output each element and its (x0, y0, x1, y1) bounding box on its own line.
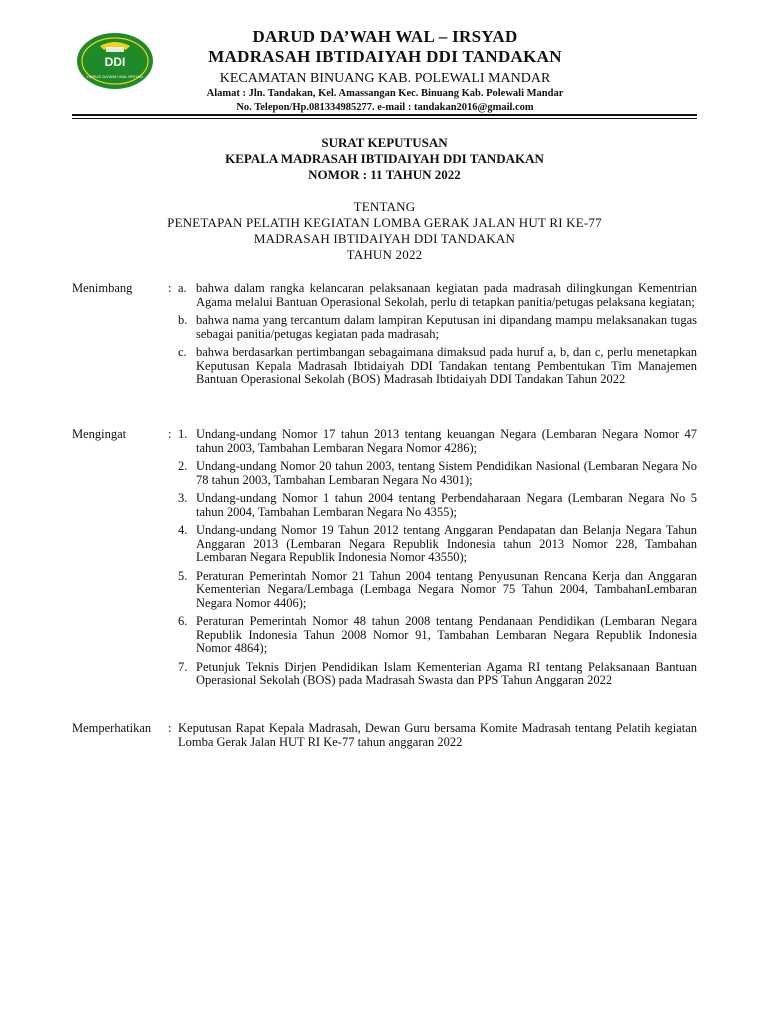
section-colon: : (168, 281, 172, 295)
subject-line-3: MADRASAH IBTIDAIYAH DDI TANDAKAN (253, 231, 516, 246)
subject-line-1: TENTANG (353, 199, 416, 214)
list-item (178, 460, 697, 487)
list-item (178, 661, 697, 688)
decree-title (72, 135, 697, 183)
list-item (178, 428, 697, 455)
item-number: 7. (178, 659, 188, 674)
list-item (178, 492, 697, 519)
list-item (178, 346, 697, 387)
header-rule-thin (72, 118, 697, 119)
section-label: Menimbang (72, 281, 133, 295)
section-label: Memperhatikan (72, 721, 152, 735)
header-rule-thick (72, 114, 697, 116)
section-colon: : (168, 721, 172, 735)
list-item (178, 314, 697, 341)
item-number: a. (178, 281, 187, 295)
address: Alamat : Jln. Tandakan, Kel. Amassangan Kec. Binuang Kab. Polewali Mandar (206, 88, 564, 99)
item-text: Undang-undang Nomor 17 tahun 2013 tentang keuangan Negara (Lembaran Negara Nomor 47 tahun 2003, Tambahan Lembaran Negara Nomor 4286); (196, 427, 697, 455)
item-text: bahwa dalam rangka kelancaran pelaksanaan kegiatan pada madrasah dilingkungan Kementrian Agama melalui Bantuan Operasional Sekolah, perlu di tetapkan panitia/petugas pelaksana kegiatan; (196, 281, 697, 309)
item-number: c. (178, 345, 187, 359)
list-item (178, 615, 697, 656)
section-label: Mengingat (72, 427, 127, 441)
subject-line-4: TAHUN 2022 (346, 247, 423, 262)
title-line-1: SURAT KEPUTUSAN (321, 135, 448, 150)
item-number: 2. (178, 459, 188, 473)
item-number: 1. (178, 427, 188, 441)
ddi-logo (76, 32, 154, 90)
contact: No. Telepon/Hp.081334985277. e-mail : tandakan2016@gmail.com (236, 102, 534, 113)
logo-text: DDI (104, 55, 126, 69)
section-colon: : (168, 427, 172, 441)
list-item (178, 570, 697, 611)
org-name: DARUD DA’WAH WAL – IRSYAD (252, 27, 518, 46)
item-text: bahwa nama yang tercantum dalam lampiran Keputusan ini dipandang mampu melaksanakan tugas sebagai panitia/petugas kegiatan pada madrasah; (196, 313, 697, 341)
title-line-3: NOMOR : 11 TAHUN 2022 (308, 167, 461, 182)
item-number: 3. (178, 491, 188, 505)
item-number: b. (178, 313, 188, 327)
item-text: Petunjuk Teknis Dirjen Pendidikan Islam Kementerian Agama RI tentang Pelaksanaan Bantuan Operasional Sekolah (BOS) pada Madrasah Swasta dan PPS Tahun Anggaran 2022 (196, 659, 697, 687)
item-number: 5. (178, 568, 188, 583)
letterhead (150, 27, 620, 115)
item-text: Peraturan Pemerintah Nomor 48 tahun 2008 tentang Pendanaan Pendidikan (Lembaran Negara Republik Indonesia Tahun 2008 Nomor 91, Tambahan Lembaran Negara Republik Indonesia Nomor 4864); (196, 614, 697, 655)
logo-subtext: DARUD DA'WAH WAL IRSYAD (86, 74, 144, 79)
title-line-2: KEPALA MADRASAH IBTIDAIYAH DDI TANDAKAN (225, 151, 544, 166)
item-text: Undang-undang Nomor 1 tahun 2004 tentang Perbendaharaan Negara (Lembaran Negara No 5 tahun 2004, Tambahan Lembaran Negara No 4355); (196, 491, 697, 519)
item-text: Undang-undang Nomor 19 Tahun 2012 tentang Anggaran Pendapatan dan Belanja Negara Tahun Anggaran 2013 (Lembaran Negara Republik Indonesia tahun 2013 Nomor 228, Tambahan Lembaran Negara Republik Indonesia Nomor 43550); (196, 523, 697, 564)
memperhatikan-text: Keputusan Rapat Kepala Madrasah, Dewan Guru bersama Komite Madrasah tentang Pelatih kegiatan Lomba Gerak Jalan HUT RI Ke-77 tahun anggaran 2022 (178, 721, 697, 749)
item-number: 4. (178, 523, 188, 537)
item-number: 6. (178, 614, 188, 628)
list-item (178, 282, 697, 309)
list-item (178, 524, 697, 565)
school-name: MADRASAH IBTIDAIYAH DDI TANDAKAN (208, 47, 562, 66)
district: KECAMATAN BINUANG KAB. POLEWALI MANDAR (219, 71, 551, 86)
item-text: bahwa berdasarkan pertimbangan sebagaimana dimaksud pada huruf a, b, dan c, perlu menetapkan Keputusan Kepala Madrasah Ibtidaiyah DDI Tandakan tentang Pembentukan Tim Manajemen Bantuan Operasional Sekolah (BOS) Madrasah Ibtidaiyah DDI Tandakan Tahun 2022 (196, 345, 697, 386)
item-text: Peraturan Pemerintah Nomor 21 Tahun 2004 tentang Penyusunan Rencana Kerja dan Anggaran Kementerian Negara/Lembaga (Lembaga Negara Nomor 75 Tahun 2004, TambahanLembaran Negara Nomor 4406); (196, 568, 697, 610)
decree-subject (72, 199, 697, 263)
subject-line-2: PENETAPAN PELATIH KEGIATAN LOMBA GERAK JALAN HUT RI KE-77 (167, 215, 602, 230)
item-text: Undang-undang Nomor 20 tahun 2003, tentang Sistem Pendidikan Nasional (Lembaran Negara No 78 tahun 2003, Tambahan Lembaran Negara No 4301); (196, 459, 697, 487)
